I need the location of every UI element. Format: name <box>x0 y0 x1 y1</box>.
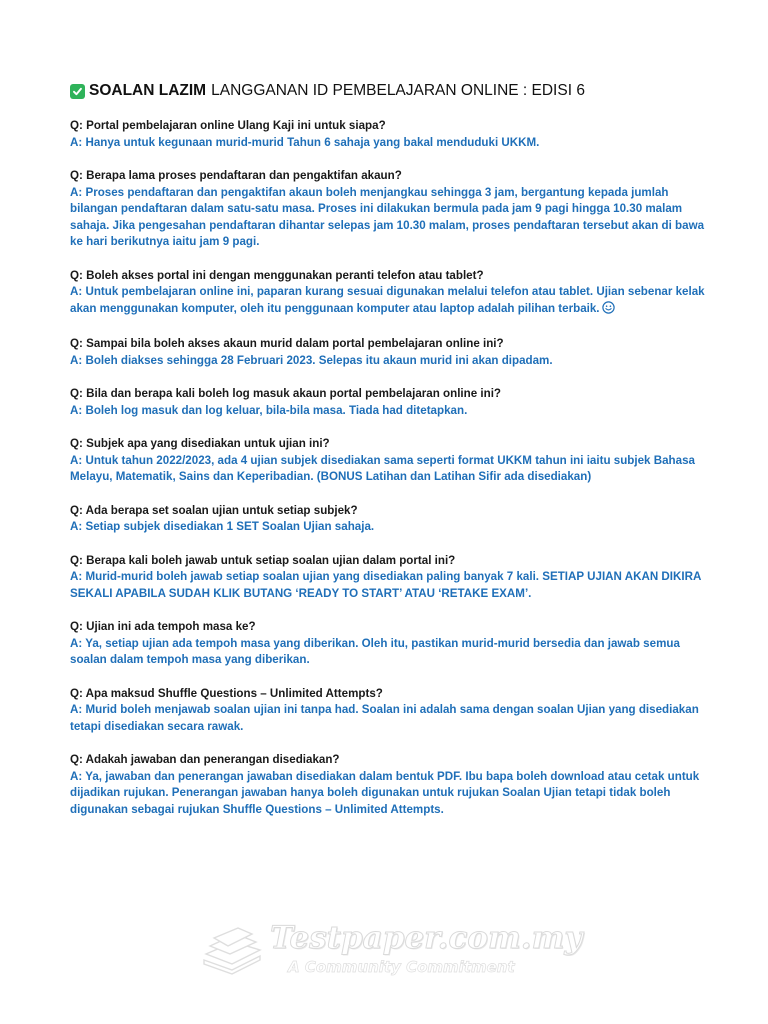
faq-document <box>70 82 710 835</box>
answer: A: Hanya untuk kegunaan murid-murid Tahun 6 sahaja yang bakal menduduki UKKM. <box>70 135 540 149</box>
faq-item <box>70 503 710 536</box>
question: Q: Sampai bila boleh akses akaun murid dalam portal pembelajaran online ini? <box>70 337 504 350</box>
page-title <box>70 82 710 100</box>
watermark-title: Testpaper.com.my <box>270 920 583 956</box>
smiling-face-icon <box>602 301 615 320</box>
answer: A: Proses pendaftaran dan pengaktifan akaun boleh menjangkau sehingga 3 jam, bergantung kepada jumlah bilangan pendaftaran dalam satu-satu masa. Proses ini dilakukan bermula pada jam 9 pagi hingga 10.30 malam sahaja. Jika pengesahan pendaftaran dihantar selepas jam 10.30 malam, proses pendaftaran tersebut akan di bawa ke hari berikutnya iaitu jam 9 pagi. <box>70 185 705 248</box>
watermark <box>200 918 583 986</box>
answer: A: Ya, setiap ujian ada tempoh masa yang diberikan. Oleh itu, pastikan murid-murid bersedia dan jawab semua soalan dalam tempoh masa yang diberikan. <box>70 636 680 666</box>
answer: A: Boleh diakses sehingga 28 Februari 2023. Selepas itu akaun murid ini akan dipadam. <box>70 353 553 367</box>
title-rest: LANGGANAN ID PEMBELAJARAN ONLINE : EDISI 6 <box>211 82 585 99</box>
answer: A: Boleh log masuk dan log keluar, bila-bila masa. Tiada had ditetapkan. <box>70 403 468 417</box>
answer <box>70 284 710 319</box>
faq-item <box>70 686 710 736</box>
answer: A: Untuk tahun 2022/2023, ada 4 ujian subjek disediakan sama seperti format UKKM tahun ini iaitu subjek Bahasa Melayu, Matematik, Sains dan Keperibadian. (BONUS Latihan dan Latihan Sifir ada disediakan) <box>70 453 695 483</box>
question: Q: Apa maksud Shuffle Questions – Unlimited Attempts? <box>70 686 383 700</box>
question: Q: Boleh akses portal ini dengan menggunakan peranti telefon atau tablet? <box>70 268 484 282</box>
answer: A: Setiap subjek disediakan 1 SET Soalan Ujian sahaja. <box>70 520 375 533</box>
faq-item <box>70 268 710 320</box>
question: Q: Ujian ini ada tempoh masa ke? <box>70 620 256 633</box>
faq-item <box>70 118 710 151</box>
check-box-icon <box>70 84 85 99</box>
title-bold: SOALAN LAZIM <box>89 82 207 99</box>
faq-item <box>70 168 710 251</box>
answer-text: A: Untuk pembelajaran online ini, paparan kurang sesuai digunakan melalui telefon atau tablet. Ujian sebenar kelak akan menggunakan komputer, oleh itu penggunaan komputer atau laptop adalah pilihan terbaik. <box>70 285 705 315</box>
question: Q: Adakah jawaban dan penerangan disediakan? <box>70 753 340 766</box>
faq-item <box>70 619 710 669</box>
faq-item <box>70 752 710 818</box>
faq-item <box>70 553 710 603</box>
question: Q: Bila dan berapa kali boleh log masuk akaun portal pembelajaran online ini? <box>70 387 502 400</box>
question: Q: Portal pembelajaran online Ulang Kaji ini untuk siapa? <box>70 119 386 132</box>
question: Q: Subjek apa yang disediakan untuk ujian ini? <box>70 437 330 450</box>
question: Q: Berapa lama proses pendaftaran dan pengaktifan akaun? <box>70 169 402 182</box>
answer: A: Ya, jawaban dan penerangan jawaban disediakan dalam bentuk PDF. Ibu bapa boleh download atau cetak untuk dijadikan rujukan. Penerangan jawaban hanya boleh digunakan untuk rujukan Soalan Ujian tetapi tidak boleh digunakan sebagai rujukan Shuffle Questions – Unlimited Attempts. <box>70 769 700 816</box>
question: Q: Ada berapa set soalan ujian untuk setiap subjek? <box>70 503 358 517</box>
faq-item <box>70 386 710 419</box>
watermark-subtitle: A Community Commitment <box>288 958 515 976</box>
stacked-books-logo-icon <box>200 924 264 981</box>
answer: A: Murid boleh menjawab soalan ujian ini tanpa had. Soalan ini adalah sama dengan soalan Ujian yang disediakan tetapi disediakan secara rawak. <box>70 703 699 733</box>
question: Q: Berapa kali boleh jawab untuk setiap soalan ujian dalam portal ini? <box>70 553 456 567</box>
faq-item <box>70 436 710 486</box>
answer: A: Murid-murid boleh jawab setiap soalan ujian yang disediakan paling banyak 7 kali. SETIAP UJIAN AKAN DIKIRA SEKALI APABILA SUDAH KLIK BUTANG ‘READY TO START’ ATAU ‘RETAKE EXAM’. <box>70 570 701 600</box>
faq-item <box>70 336 710 369</box>
